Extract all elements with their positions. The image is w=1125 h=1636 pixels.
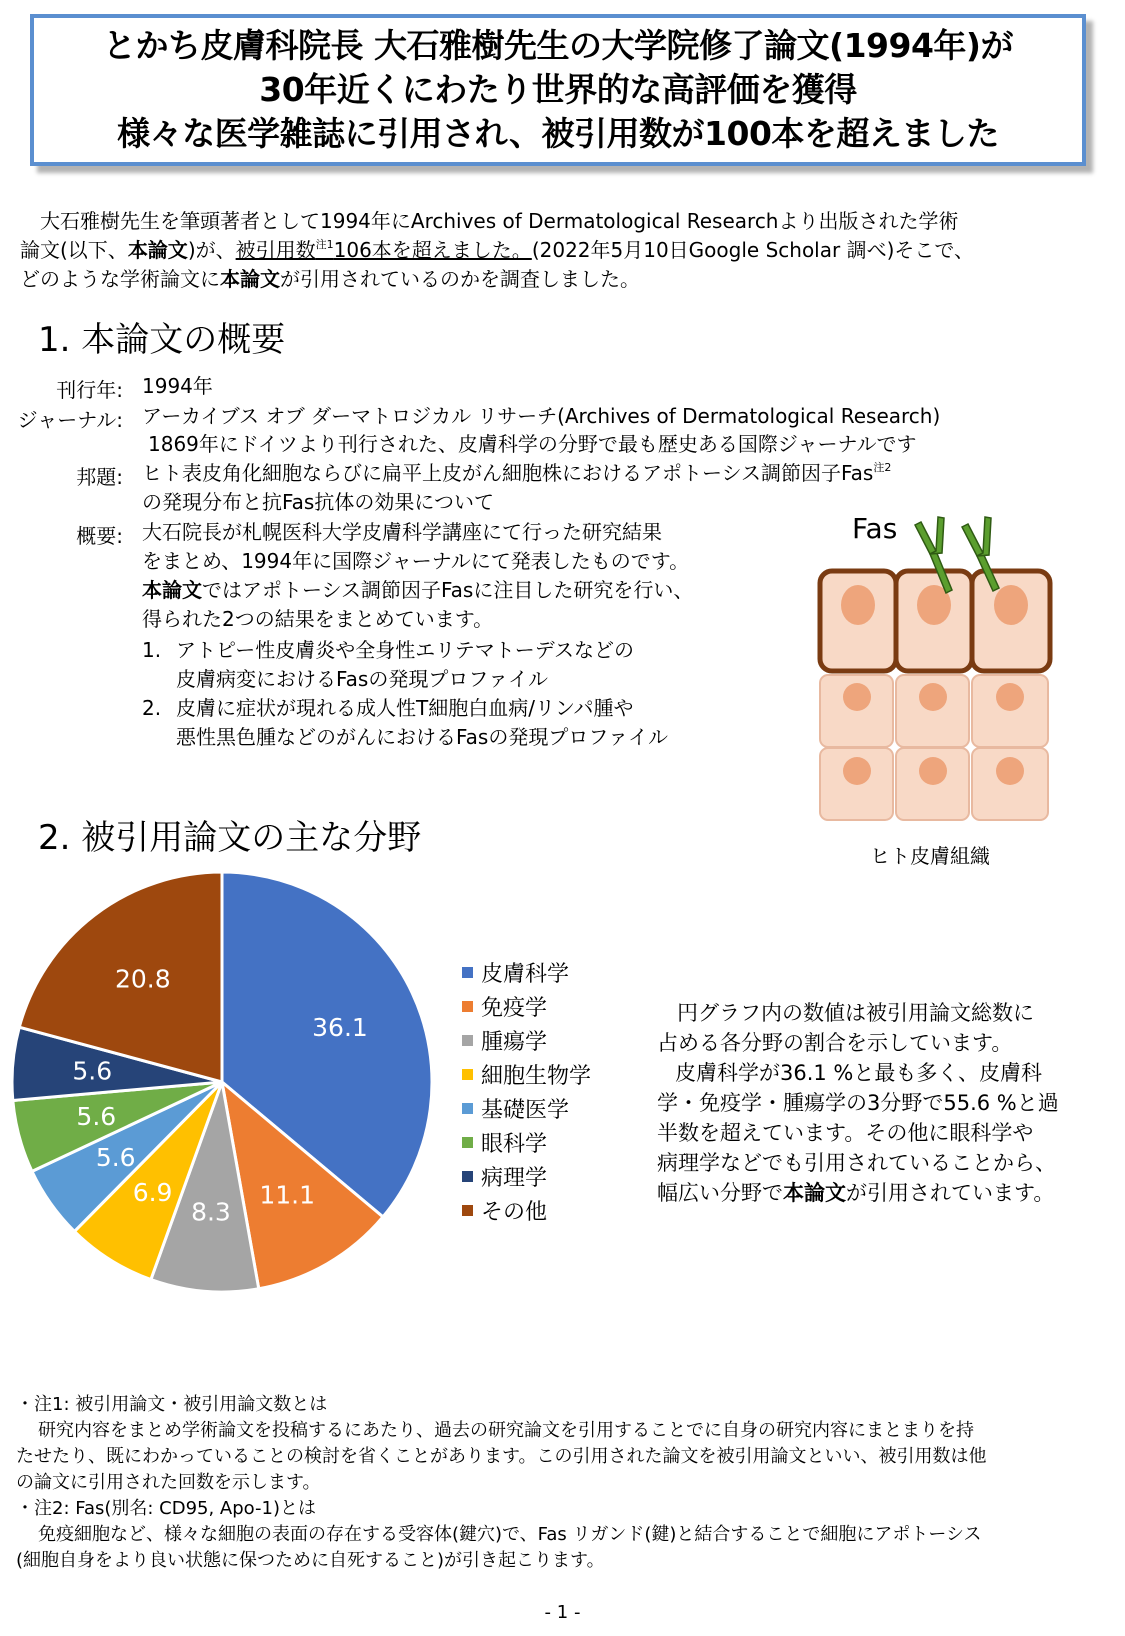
legend-swatch bbox=[462, 1001, 473, 1012]
legend-item-1 bbox=[462, 955, 591, 989]
pie-data-label-5: 5.6 bbox=[95, 1143, 136, 1173]
legend-item-2 bbox=[462, 989, 591, 1023]
summary-line-3: 本論文ではアポトーシス調節因子Fasに注目した研究を行い、 bbox=[142, 578, 694, 602]
figure-caption: ヒト皮膚組織 bbox=[870, 844, 990, 868]
journal-value: アーカイブス オブ ダーマトロジカル リサーチ(Archives of Dermatological Research) bbox=[142, 404, 941, 428]
legend-swatch bbox=[462, 1205, 473, 1216]
summary-item-2-line-1: 皮膚に症状が現れる成人性T細胞白血病/リンパ腫や bbox=[176, 696, 634, 720]
intro-line-1: 大石雅樹先生を筆頭著者として1994年にArchives of Dermatological Researchより出版された学術 bbox=[40, 209, 959, 233]
title-ja-label: 邦題: bbox=[76, 465, 123, 489]
pie-data-label-3: 8.3 bbox=[191, 1197, 231, 1227]
legend-swatch bbox=[462, 967, 473, 978]
journal-note: 1869年にドイツより刊行された、皮膚科学の分野で最も歴史ある国際ジャーナルです bbox=[148, 432, 917, 456]
section2-heading: 2. 被引用論文の主な分野 bbox=[38, 818, 422, 858]
legend-item-5 bbox=[462, 1091, 591, 1125]
summary-item-1-line-1: アトピー性皮膚炎や全身性エリテマトーデスなどの bbox=[176, 638, 634, 662]
legend-label: 基礎医学 bbox=[481, 1097, 570, 1123]
note2-ref: 注2 bbox=[873, 461, 892, 474]
legend-label: 腫瘍学 bbox=[481, 1029, 548, 1055]
legend-item-4 bbox=[462, 1057, 591, 1091]
pub-year-value: 1994年 bbox=[142, 374, 213, 398]
legend-label: 病理学 bbox=[481, 1165, 548, 1191]
desc-line-6: 病理学などでも引用されていることから、 bbox=[657, 1151, 1056, 1175]
lower-cell-rows bbox=[820, 675, 1048, 820]
legend-label: 眼科学 bbox=[481, 1131, 548, 1157]
summary-label: 概要: bbox=[76, 524, 123, 548]
title-box bbox=[30, 14, 1086, 166]
pie-legend bbox=[462, 955, 591, 1227]
legend-item-8 bbox=[462, 1193, 591, 1227]
intro-paragraph bbox=[20, 207, 1110, 294]
note1-line-1: 研究内容をまとめ学術論文を投稿するにあたり、過去の研究論文を引用することでに自身の研究内容にまとまりを持 bbox=[38, 1420, 974, 1441]
legend-item-6 bbox=[462, 1125, 591, 1159]
desc-line-1: 円グラフ内の数値は被引用論文総数に bbox=[677, 1001, 1034, 1025]
legend-swatch bbox=[462, 1171, 473, 1182]
legend-item-3 bbox=[462, 1023, 591, 1057]
pie-data-label-7: 5.6 bbox=[72, 1056, 113, 1086]
title-ja-line-2: の発現分布と抗Fas抗体の効果について bbox=[142, 490, 494, 514]
legend-swatch bbox=[462, 1137, 473, 1148]
desc-line-5: 半数を超えています。その他に眼科学や bbox=[657, 1121, 1034, 1145]
citation-count-text: 被引用数$^{注1}$106本を超えました。 bbox=[235, 238, 532, 262]
pie-data-label-6: 5.6 bbox=[76, 1101, 117, 1131]
desc-line-2: 占める各分野の割合を示しています。 bbox=[657, 1031, 1013, 1055]
pie-data-label-8: 20.8 bbox=[115, 964, 171, 994]
title-line-3: 様々な医学雑誌に引用され、被引用数が100本を超えました bbox=[117, 114, 999, 153]
title-line-1: とかち皮膚科院長 大石雅樹先生の大学院修了論文(1994年)が bbox=[103, 26, 1013, 65]
summary-line-2: をまとめ、1994年に国際ジャーナルにて発表したものです。 bbox=[142, 549, 690, 573]
summary-line-4: 得られた2つの結果をまとめています。 bbox=[142, 607, 494, 631]
page-number: - 1 - bbox=[544, 1602, 581, 1623]
note2-line-1: 免疫細胞など、様々な細胞の表面の存在する受容体(鍵穴)で、Fas リガンド(鍵)と結合することで細胞にアポトーシス bbox=[38, 1524, 982, 1545]
summary-item-2-line-2: 悪性黒色腫などのがんにおけるFasの発現プロファイル bbox=[176, 725, 668, 749]
desc-line-3: 皮膚科学が36.1 %と最も多く、皮膚科 bbox=[675, 1061, 1042, 1085]
title-ja-line-1: ヒト表皮角化細胞ならびに扁平上皮がん細胞株におけるアポトーシス調節因子Fas$^{注2}$ bbox=[142, 461, 892, 485]
note2-line-2: (細胞自身をより良い状態に保つために自死すること)が引き起こります。 bbox=[16, 1550, 605, 1571]
legend-item-7 bbox=[462, 1159, 591, 1193]
summary-line-1: 大石院長が札幌医科大学皮膚科学講座にて行った研究結果 bbox=[142, 520, 662, 544]
section1-heading: 1. 本論文の概要 bbox=[38, 320, 286, 360]
legend-label: 皮膚科学 bbox=[481, 961, 570, 987]
note1-ref: 注1 bbox=[315, 238, 334, 251]
bold-this-paper: 本論文 bbox=[127, 238, 188, 262]
legend-label: 免疫学 bbox=[481, 995, 548, 1021]
skin-tissue-diagram bbox=[812, 505, 1062, 830]
journal-label: ジャーナル: bbox=[17, 408, 123, 432]
legend-label: 細胞生物学 bbox=[481, 1063, 592, 1089]
pie-data-label-2: 11.1 bbox=[259, 1180, 316, 1210]
pie-data-label-1: 36.1 bbox=[312, 1012, 368, 1042]
legend-swatch bbox=[462, 1035, 473, 1046]
legend-swatch bbox=[462, 1069, 473, 1080]
citation-field-pie-chart bbox=[0, 870, 440, 1300]
pub-year-label: 刊行年: bbox=[56, 378, 123, 402]
summary-item-2-number: 2. bbox=[142, 696, 162, 720]
summary-item-1-number: 1. bbox=[142, 638, 162, 662]
legend-label: その他 bbox=[481, 1199, 548, 1225]
desc-line-4: 学・免疫学・腫瘍学の3分野で55.6 %と過 bbox=[657, 1091, 1059, 1115]
chart-description bbox=[657, 998, 1097, 1208]
title-line-2: 30年近くにわたり世界的な高評価を獲得 bbox=[259, 70, 857, 109]
note1-line-3: の論文に引用された回数を示します。 bbox=[16, 1472, 321, 1493]
note1-line-2: たせたり、既にわかっていることの検討を省くことがあります。この引用された論文を被引用論文といい、被引用数は他 bbox=[16, 1446, 987, 1467]
summary-item-1-line-2: 皮膚病変におけるFasの発現プロファイル bbox=[176, 667, 548, 691]
fas-label: Fas bbox=[852, 512, 898, 545]
legend-swatch bbox=[462, 1103, 473, 1114]
note1-title: ・注1: 被引用論文・被引用論文数とは bbox=[16, 1394, 328, 1415]
intro-line-3: どのような学術論文に本論文が引用されているのかを調査しました。 bbox=[20, 267, 640, 291]
top-cell-row bbox=[820, 571, 1050, 671]
pie-data-label-4: 6.9 bbox=[132, 1178, 173, 1208]
footnotes bbox=[16, 1392, 1116, 1574]
intro-line-2: 論文(以下、本論文)が、被引用数$^{注1}$106本を超えました。(2022年5月10日Google Scholar 調べ)そこで、 bbox=[20, 238, 974, 262]
desc-line-7: 幅広い分野で本論文が引用されています。 bbox=[657, 1181, 1055, 1205]
note2-title: ・注2: Fas(別名: CD95, Apo-1)とは bbox=[16, 1498, 316, 1519]
